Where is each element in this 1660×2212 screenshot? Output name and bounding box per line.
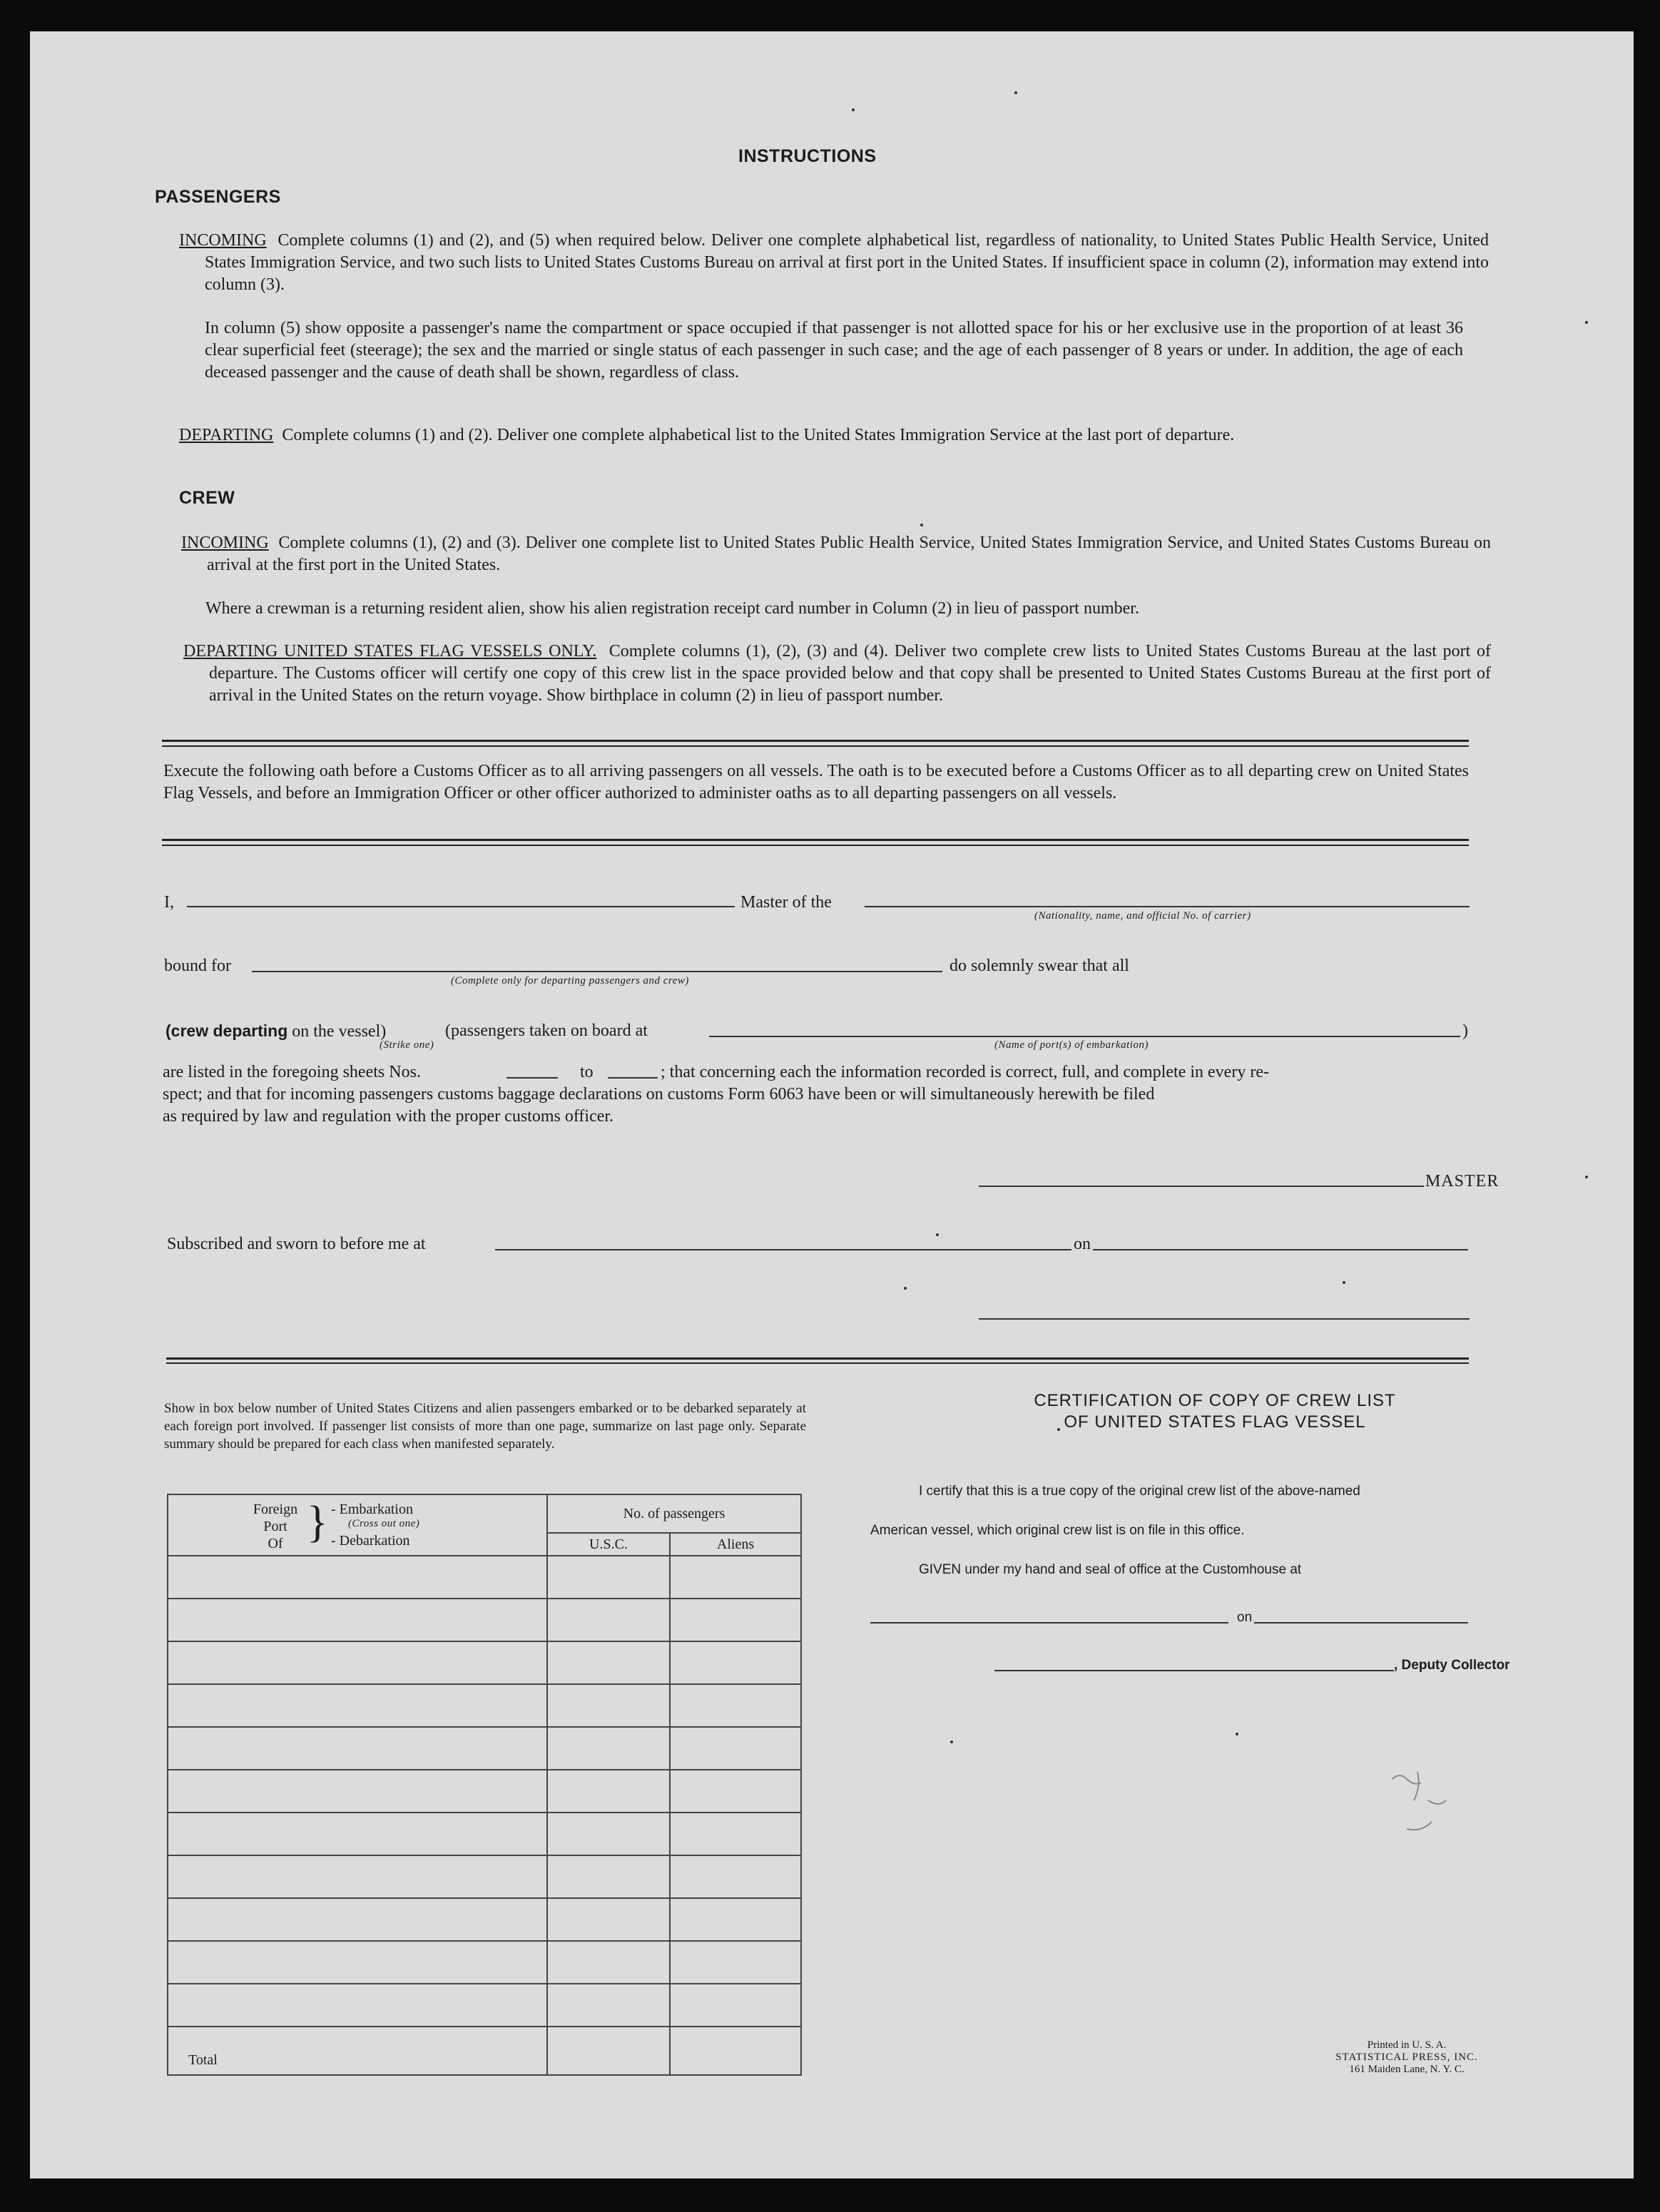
certify-text: I certify that this is a true copy of the original crew list of the above-named (919, 1484, 1360, 1499)
divider-double-bottom-a (166, 1357, 1469, 1360)
port-cell[interactable] (168, 1855, 547, 1898)
passengers-taken-text: (passengers taken on board at (445, 1021, 648, 1040)
on-the-vessel-text: on the vessel) (292, 1022, 387, 1041)
aliens-cell[interactable] (670, 1727, 801, 1770)
regulation-text: as required by law and regulation with the proper customs officer. (163, 1107, 614, 1126)
passengers-heading: PASSENGERS (155, 187, 281, 207)
passengers-column5-paragraph: In column (5) show opposite a passenger's name the compartment or space occupied if that passenger is not allotted space for his or her exclusive use in the proportion of at least 36 clear superficial feet (steerage); the sex and the married or single status of each passenger in such case; and the age of each passenger of 8 years or under. In addition, the age of each deceased passenger and the cause of death shall be shown, regardless of class. (205, 319, 1463, 382)
faint-stamp (1385, 1758, 1464, 1843)
port-header-cell (168, 1494, 547, 1556)
port-cell[interactable] (168, 1813, 547, 1855)
on-label: on (1074, 1235, 1091, 1253)
passenger-summary-table (167, 1494, 802, 2076)
crew-departing-text: Complete columns (1), (2), (3) and (4). Deliver two complete crew lists to United States Customs Bureau at the last port of departure. The Customs officer will certify one copy of this crew list in the space provided below and that copy shall be presented to United States Customs Bureau at the first port of arrival in the United States on the return voyage. Show birthplace in column (2) in lieu of passport number. (209, 642, 1491, 705)
carrier-caption: (Nationality, name, and official No. of carrier) (1034, 910, 1251, 922)
usc-cell[interactable] (547, 1984, 670, 2027)
divider-double-top-b (162, 745, 1469, 747)
port-cell[interactable] (168, 1941, 547, 1984)
port-embarkation-field[interactable] (709, 1036, 1460, 1037)
subscribed-date-field[interactable] (1093, 1249, 1468, 1250)
concerning-text: ; that concerning each the information recorded is correct, full, and complete in every re- (661, 1063, 1269, 1081)
aliens-cell[interactable] (670, 1684, 801, 1727)
respect-text: spect; and that for incoming passengers customs baggage declarations on customs Form 6063 have been or will simultaneously herewith be filed (163, 1085, 1155, 1104)
usc-cell[interactable] (547, 1855, 670, 1898)
usc-header: U.S.C. (547, 1533, 670, 1556)
crew-departing-label: DEPARTING UNITED STATES FLAG VESSELS ONLY. (183, 642, 597, 661)
swear-text: do solemnly swear that all (949, 957, 1129, 975)
american-vessel-text: American vessel, which original crew list is on file in this office. (870, 1523, 1245, 1538)
port-cell[interactable] (168, 1556, 547, 1599)
debarkation-label: - Debarkation (331, 1533, 410, 1549)
instructions-title: INSTRUCTIONS (738, 146, 877, 166)
usc-cell[interactable] (547, 1641, 670, 1684)
given-text: GIVEN under my hand and seal of office at the Customhouse at (919, 1562, 1302, 1577)
departing-label: DEPARTING (179, 426, 274, 444)
deputy-collector-label: , Deputy Collector (1394, 1658, 1510, 1673)
cert-on-label: on (1237, 1610, 1253, 1625)
bound-for-label: bound for (164, 957, 231, 975)
subscribed-label: Subscribed and sworn to before me at (167, 1235, 426, 1253)
aliens-cell[interactable] (670, 1984, 801, 2027)
passengers-incoming-paragraph (179, 230, 1489, 296)
bound-for-caption: (Complete only for departing passengers and crew) (451, 975, 689, 987)
aliens-cell[interactable] (670, 1599, 801, 1641)
custom-house-field[interactable] (870, 1622, 1228, 1624)
usc-total-cell[interactable] (547, 2027, 670, 2075)
certification-title-line1: CERTIFICATION OF COPY OF CREW LIST (1034, 1391, 1396, 1410)
no-of-passengers-header: No. of passengers (547, 1494, 801, 1533)
aliens-cell[interactable] (670, 1641, 801, 1684)
port-cell[interactable] (168, 1984, 547, 2027)
crew-departing-paragraph (183, 641, 1491, 707)
oath-i-label: I, (164, 893, 174, 912)
crew-heading: CREW (179, 488, 235, 508)
officer-signature-field[interactable] (979, 1318, 1470, 1320)
sheet-from-field[interactable] (506, 1077, 558, 1079)
master-of-the-label: Master of the (740, 893, 832, 912)
to-label: to (580, 1063, 594, 1081)
crew-departing-bold: (crew departing (166, 1021, 288, 1040)
usc-cell[interactable] (547, 1770, 670, 1813)
passengers-departing-paragraph (179, 424, 1489, 447)
aliens-cell[interactable] (670, 1855, 801, 1898)
cross-out-caption: (Cross out one) (348, 1518, 420, 1529)
port-cell[interactable] (168, 1684, 547, 1727)
passengers-departing-text: Complete columns (1) and (2). Deliver one complete alphabetical list to the United States Immigration Service at the last port of departure. (282, 426, 1235, 444)
divider-double-bottom-b (166, 1362, 1469, 1364)
foreign-label: Foreign (253, 1502, 298, 1517)
crew-incoming-text: Complete columns (1), (2) and (3). Deliver one complete list to United States Public Health Service, United States Immigration Service, and United States Customs Bureau on arrival at the first port in the United States. (207, 534, 1491, 574)
deputy-signature-field[interactable] (994, 1670, 1394, 1671)
usc-cell[interactable] (547, 1727, 670, 1770)
imprint-line3: 161 Maiden Lane, N. Y. C. (1349, 2064, 1465, 2075)
crew-departing-option (166, 1020, 386, 1043)
total-label: Total (168, 2027, 547, 2075)
passengers-incoming-text: Complete columns (1) and (2), and (5) when required below. Deliver one complete alphabetical list, regardless of nationality, to United States Public Health Service, United States Immigration Service, and two such lists to United States Customs Bureau on arrival at first port in the United States. If insufficient space in column (2), information may extend into column (3). (205, 231, 1489, 294)
port-embarkation-caption: (Name of port(s) of embarkation) (994, 1039, 1149, 1051)
usc-cell[interactable] (547, 1898, 670, 1941)
certification-title-line2: OF UNITED STATES FLAG VESSEL (1064, 1412, 1366, 1432)
usc-cell[interactable] (547, 1684, 670, 1727)
summary-instruction: Show in box below number of United States Citizens and alien passengers embarked or to be debarked separately at each foreign port involved. If passenger list consists of more than one page, summarize on last page only. Separate summary should be prepared for each class when manifested separately. (164, 1401, 806, 1452)
sheets-label: are listed in the foregoing sheets Nos. (163, 1063, 421, 1081)
aliens-cell[interactable] (670, 1556, 801, 1599)
form-page (30, 31, 1634, 2178)
aliens-cell[interactable] (670, 1770, 801, 1813)
master-signature-field[interactable] (979, 1186, 1424, 1187)
aliens-cell[interactable] (670, 1813, 801, 1855)
port-cell[interactable] (168, 1641, 547, 1684)
cert-date-field[interactable] (1254, 1622, 1468, 1624)
sheet-to-field[interactable] (608, 1077, 658, 1079)
crew-returning-alien-text: Where a crewman is a returning resident alien, show his alien registration receipt card number in Column (2) in lieu of passport number. (205, 599, 1139, 618)
master-name-field[interactable] (187, 906, 735, 907)
imprint-line2: STATISTICAL PRESS, INC. (1335, 2052, 1478, 2063)
divider-double-top-a (162, 740, 1469, 742)
aliens-cell[interactable] (670, 1898, 801, 1941)
usc-cell[interactable] (547, 1599, 670, 1641)
divider-double-mid-b (162, 845, 1469, 846)
aliens-total-cell[interactable] (670, 2027, 801, 2075)
port-cell[interactable] (168, 1727, 547, 1770)
close-paren: ) (1462, 1021, 1468, 1040)
divider-double-mid-a (162, 839, 1469, 841)
of-label: Of (268, 1536, 283, 1551)
aliens-header: Aliens (670, 1533, 801, 1556)
usc-cell[interactable] (547, 1556, 670, 1599)
subscribed-place-field[interactable] (495, 1249, 1071, 1250)
port-cell[interactable] (168, 1599, 547, 1641)
imprint-line1: Printed in U. S. A. (1367, 2039, 1447, 2051)
crew-incoming-label: INCOMING (181, 534, 269, 552)
aliens-cell[interactable] (670, 1941, 801, 1984)
carrier-field[interactable] (865, 906, 1470, 907)
usc-cell[interactable] (547, 1813, 670, 1855)
oath-instruction-text: Execute the following oath before a Customs Officer as to all arriving passengers on all vessels. The oath is to be executed before a Customs Officer as to all departing crew on United States Flag Vessels, and before an Immigration Officer or other officer authorized to administer oaths as to all departing passengers on all vessels. (163, 762, 1469, 802)
port-label: Port (263, 1519, 287, 1534)
embarkation-label: - Embarkation (331, 1502, 413, 1517)
foreign-port-of-label (247, 1501, 304, 1552)
port-cell[interactable] (168, 1898, 547, 1941)
incoming-label: INCOMING (179, 231, 267, 250)
crew-incoming-paragraph (181, 532, 1491, 576)
usc-cell[interactable] (547, 1941, 670, 1984)
port-cell[interactable] (168, 1770, 547, 1813)
master-label: MASTER (1425, 1172, 1499, 1191)
brace-icon: } (307, 1498, 328, 1546)
strike-one-caption: (Strike one) (380, 1039, 434, 1051)
printer-imprint (1285, 2039, 1528, 2076)
bound-for-field[interactable] (252, 971, 942, 972)
